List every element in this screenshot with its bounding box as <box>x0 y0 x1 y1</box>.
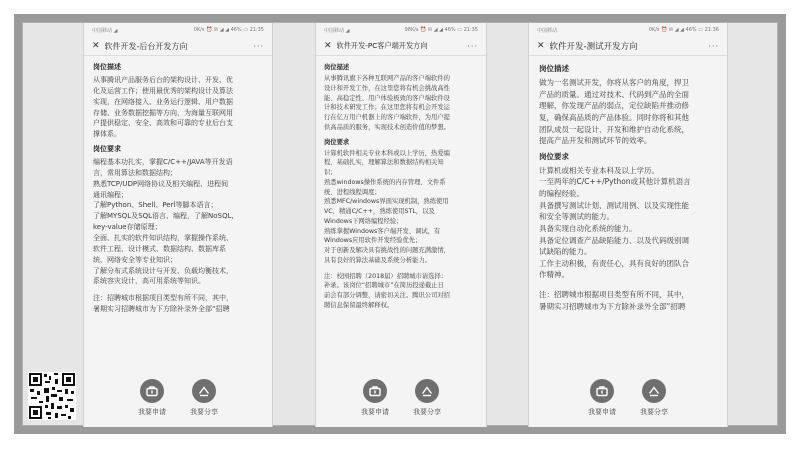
nav-bar <box>529 37 727 56</box>
briefcase-icon <box>140 379 164 403</box>
text-line: 计和技术研发工作；在这里您将有机会开发运 <box>324 104 450 112</box>
briefcase-icon <box>590 379 614 403</box>
note-text <box>539 289 717 312</box>
description-text <box>93 75 263 140</box>
text-line: 计算机软件相关专业本科或以上学历，热爱编 <box>324 149 450 157</box>
screenshot-canvas <box>22 22 778 426</box>
phone-screen-pc-client <box>315 23 487 427</box>
text-line: 补录。该岗位“招聘城市”在简历投递截止日 <box>324 282 444 290</box>
requirements-text <box>324 149 478 266</box>
nav-bar <box>84 37 272 56</box>
text-line: 了解Python、Shell、Perl等脚本语言； <box>93 201 218 210</box>
note-text <box>93 293 263 315</box>
text-line: 撑体系。 <box>93 130 121 139</box>
text-line: 理解，你发现产品的弱点，定位缺陷并推动修 <box>539 101 689 111</box>
close-icon[interactable]: ✕ <box>537 41 545 51</box>
text-line: 熟练掌握Windows客户端开发、调试，有 <box>324 227 441 235</box>
text-line: 计算机或相关专业本科及以上学历。 <box>539 165 659 175</box>
carrier-label: 中国移动 <box>537 27 558 34</box>
nav-bar <box>316 37 486 56</box>
screenshot-frame <box>14 14 786 434</box>
description-text <box>539 77 717 147</box>
more-icon[interactable]: ··· <box>708 41 719 51</box>
text-line: 户提供稳定、安全、高效和可靠的专业后台支 <box>93 119 233 128</box>
page-title: 软件开发-测试开发方向 <box>549 42 638 52</box>
text-line: 统、进程线程调度； <box>324 188 381 196</box>
page-title: 软件开发-后台开发方向 <box>104 41 188 51</box>
text-line: 全面、扎实的软件知识结构，掌握操作系统、 <box>93 233 233 242</box>
status-indicators: 0K/s ⏰ ✉ ◢ ◢ 46% ▭ 21:36 <box>648 27 719 33</box>
text-line: 暑期实习招聘城市为下方除补录外全部“招聘 <box>539 301 686 311</box>
text-line: 了解分布式系统设计与开发、负载均衡技术， <box>93 266 233 275</box>
phone-screen-backend <box>83 23 273 427</box>
text-line: 试缺陷的能力。 <box>539 247 592 257</box>
requirements-text <box>93 157 263 287</box>
status-bar <box>84 23 272 37</box>
apply-label: 我要申请 <box>588 408 616 416</box>
section-heading-requirements: 岗位要求 <box>324 138 350 146</box>
text-line: 团队成员一起设计、开发和维护自动化系统， <box>539 124 689 134</box>
scroll-fade <box>316 361 486 375</box>
carrier-label: 中国移动 ◢ <box>324 27 350 34</box>
text-line: 识； <box>324 169 337 176</box>
text-line: 提高产品开发和测试环节的效率。 <box>539 136 652 146</box>
text-line: 行在亿万用户机器上的客户端软件，为用户提 <box>324 114 450 121</box>
text-line: 注：招聘城市根据项目类型有所不同，其中， <box>539 290 689 299</box>
text-line: 系统容灾设计，高可用系统等知识。 <box>93 277 205 286</box>
close-icon[interactable]: ✕ <box>324 41 332 51</box>
text-line: 具备撰写测试计划、测试用例、以及实现性能 <box>539 200 689 210</box>
section-heading-description: 岗位描述 <box>539 64 569 73</box>
apply-label: 我要申请 <box>361 408 389 416</box>
apply-label: 我要申请 <box>138 408 166 416</box>
text-line: 注：招聘城市根据项目类型有所不同，其中， <box>93 294 233 303</box>
text-line: Windows应用软件开发经验优先； <box>324 237 422 245</box>
status-indicators: 98K/s ⏰ ✉ ◢ ◢ 46% ▭ 21:35 <box>404 27 478 33</box>
section-heading-requirements: 岗位要求 <box>539 151 569 161</box>
text-line: 存储、业务数据挖掘等方向，为海量互联网用 <box>93 108 233 117</box>
text-line: 熟悉MFC/windows界面实现机制，熟练使用 <box>324 198 449 206</box>
text-line: 化及运营工作；使用最优秀的架构设计及算法 <box>93 86 233 95</box>
action-bar <box>316 375 486 427</box>
qr-code-icon <box>28 372 76 420</box>
text-line: 对于创新及解决具有挑战性的问题充满激情， <box>324 247 450 254</box>
text-line: 注：校园招聘（2018届）招聘城市请选择： <box>324 272 448 280</box>
requirements-text <box>539 165 717 281</box>
share-button[interactable] <box>413 379 441 417</box>
text-line: 实现，在网络接入、业务运行逻辑、用户数据 <box>93 97 233 106</box>
page-title: 软件开发-PC客户端开发方向 <box>336 41 428 50</box>
job-description <box>529 56 727 312</box>
text-line: 暑期实习招聘城市为下方除补录外全部“招聘 <box>93 305 230 314</box>
text-line: 从事腾讯产品服务后台的架构设计、开发、优 <box>93 76 233 84</box>
action-bar <box>529 375 727 427</box>
text-line: 通讯编程； <box>93 190 128 199</box>
text-line: 设计和开发工作，在这里您将有机会挑战高性 <box>324 84 450 92</box>
text-line: 具有良好的算法基础及系统分析能力。 <box>324 256 432 264</box>
more-icon[interactable]: ··· <box>253 41 264 51</box>
description-text <box>324 74 478 133</box>
phone-screen-test-dev <box>528 23 728 427</box>
text-line: 软件工程、设计模式、数据结构、数据库系 <box>93 244 226 253</box>
text-line: 的编程经验。 <box>539 189 584 198</box>
job-description <box>316 56 486 311</box>
text-line: 作精神。 <box>539 270 569 280</box>
text-line: 编程基本功扎实，掌握C/C++/JAVA等开发语 <box>93 158 233 167</box>
text-line: 具备定位调查产品缺陷能力、以及代码级别调 <box>539 235 689 245</box>
more-icon[interactable]: ··· <box>467 41 478 51</box>
apply-button[interactable] <box>588 379 616 417</box>
text-line: 聘信息保留最终解释权。 <box>324 301 394 309</box>
text-line: 供高品质的服务，实现技术创造价值的梦想。 <box>324 123 450 131</box>
action-bar <box>84 375 272 427</box>
share-button[interactable] <box>190 379 218 417</box>
text-line: 言，常用算法和数据结构； <box>93 168 177 177</box>
job-description <box>84 56 272 315</box>
text-line: 做为一名测试开发，你将从客户的角度，捍卫 <box>539 78 689 87</box>
text-line: 工作主动积极，有责任心，具有良好的团队合 <box>539 258 689 268</box>
text-line: 统、网络安全等专业知识； <box>93 255 177 264</box>
section-heading-requirements: 岗位要求 <box>93 145 121 154</box>
share-icon <box>642 379 666 403</box>
briefcase-icon <box>363 379 387 403</box>
section-heading-description: 岗位描述 <box>324 64 350 71</box>
text-line: 能、高稳定性、用户体验极致的客户端软件设 <box>324 94 450 102</box>
share-button[interactable] <box>640 379 668 417</box>
text-line: 复，确保高品质的产品体验。同时你将和其他 <box>539 112 689 122</box>
share-icon <box>415 379 439 403</box>
text-line: 前会有部分调整，请密切关注。腾讯公司对招 <box>324 292 450 299</box>
share-label: 我要分享 <box>190 408 218 416</box>
carrier-label: 中国移动 ◢ <box>92 27 118 34</box>
text-line: VC，精通C/C++，熟练使用STL，以及 <box>324 208 435 215</box>
text-line: 一至两年的C/C++/Python或其他计算机语言 <box>539 177 691 187</box>
scroll-fade <box>529 361 727 375</box>
text-line: 了解MYSQL及SQL语言、编程，了解NoSQL, <box>93 212 234 221</box>
apply-button[interactable] <box>361 379 389 417</box>
apply-button[interactable] <box>138 379 166 417</box>
text-line: 从事腾讯旗下各种互联网产品的客户端软件的 <box>324 75 450 82</box>
share-label: 我要分享 <box>413 408 441 416</box>
text-line: Windows下网络编程经验； <box>324 217 403 225</box>
share-label: 我要分享 <box>640 408 668 416</box>
text-line: 和安全等测试的能力。 <box>539 212 614 222</box>
text-line: 具备实现自动化系统的能力。 <box>539 223 637 233</box>
text-line: 熟悉windows操作系统的内存管理、文件系 <box>324 178 446 186</box>
text-line: key-value存储原理； <box>93 223 162 232</box>
share-icon <box>192 379 216 403</box>
scroll-fade <box>84 361 272 375</box>
status-bar <box>529 23 727 37</box>
status-bar <box>316 23 486 37</box>
text-line: 程，基础扎实，理解算法和数据结构相关知 <box>324 159 444 167</box>
text-line: 熟悉TCP/UDP网络协议及相关编程、进程间 <box>93 179 229 188</box>
close-icon[interactable]: ✕ <box>92 41 100 51</box>
text-line: 产品的质量。通过对技术、代码到产品的全面 <box>539 89 689 99</box>
section-heading-description: 岗位描述 <box>93 63 121 71</box>
status-indicators: 0K/s ⏰ ✉ ◢ ◢ 46% ▭ 21:35 <box>193 27 264 33</box>
note-text <box>324 272 478 311</box>
